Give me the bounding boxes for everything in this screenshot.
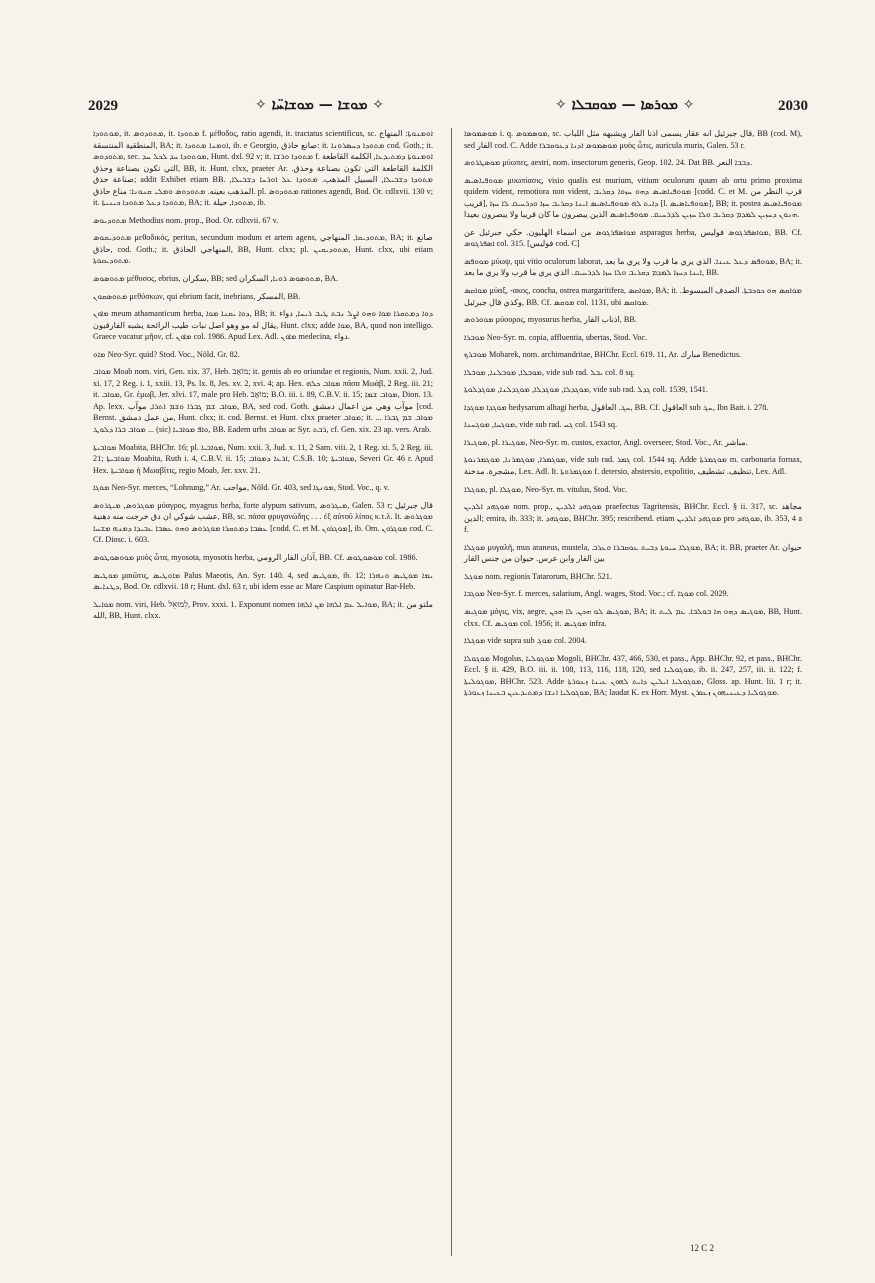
entry-text: ܡܘܓܝܣ μόγις, vix, aegre, ܡܘܓܝܣ ܠܘ ܗܟܢ. ܠܐ ܗܟܢ, BA; it. ܡܘܓܝܣ ܕܗܘ ܗܐ ܒܘܠܒܐ. ܥܡ ܠܝܬ, BB, Hunt. clxx. Cf. ܡܘܓܝܣ col. 1956; it. ܡܘܓܝܣ infra. [464,606,803,628]
entry-text: ܡܘܒܪܟ Mobarek, nom. archimandritae, BHChr. Eccl. 619. 11, Ar. مبارك Benedictus. [464,350,742,360]
column-divider [451,128,452,1256]
entry-text: ܡܘܣܛܪܘܣ μύωπες, aestri, nom. insectorum generis, Geop. 102. 24. Dat BB. ܕܒܒܐ النعر. [464,158,753,168]
entry-text: ܡܬܘܕܝܩܘܣ μεθοδικός, peritus, secundum modum et artem agens, ܡܬܘܕܝܩܐ, المنهاجي, BA; it. صانع حاذق, cod. Goth.; it. المنهاجي الحاذق, BB, Hunt. clxx; pl. ܡܬܘܕܝܩܝܢ, Hunt. clxx, ubi etiam ܡܬܘܕܝܩܘܬܐ. [93,233,434,266]
entry-text: ܡܘܓܝܪܐ, pl. ܡܘܓܝܪܐ, Neo-Syr. m. custos, exactor, Angl. overseer, Stod. Voc., Ar. مباشر. [464,437,748,447]
dictionary-entry [464,384,802,396]
entry-text: ܡܐܘ Neo-Syr. quid? Stod. Voc., Nöld. Gr. 82. [93,349,240,359]
dictionary-entry [93,599,433,622]
dictionary-entry [464,588,802,600]
entry-text: ܡܘܒܪܐ Neo-Syr. m. copia, affluentia, ubertas, Stod. Voc. [464,332,648,342]
right-page-number: 2030 [778,98,808,114]
entry-text: ܡܘܓܕܐ ܡܘܓܕܐ hedysarum alhagi herba, ܚܓ. العاقول, BB. Cf. العاقول sub ܚܓ, Ibn Bait. i. 278. [464,402,769,412]
entry-text: ܡܘܘܣܘܛܘܣ μυὸς ὦτα, myosota, myosotis herba, آذان الفار الرومي, BB. Cf. ܡܘܣܘܛܘܣ col. 1986. [93,552,418,562]
dictionary-entry [93,232,433,267]
entry-text: ܡܘܓܪܘܣ, ܡܝܓܪܘܣ μύαγρος, myagrus herba, forte alypum sativum, ܡܝܓܪܘܣ, Galen. 53 r; قال جبرئيل عشب شوكي ان دق خرجت منه دهنية, BB, sc. πάσα φρυγανώδης . . . ἐξ αὐτοῦ λίπος κ.τ.λ. It. ܡܘܓܪܘܣ ܥܣܒܐ ܕܡܬܩܪܐ ܡܘܓܪܘܣ ܘܗܘ ܥܣܒܐ ܥܒܝܕܐ ܕܡܢܗ ܡܫܚܐ [codd. C. et M. ܡܘܓܪܘܢ], ib. Om. ܡܘܓܪܘܢ cod. C. Cf. Diosc. i. 603. [93,500,433,545]
dictionary-entry [464,157,802,169]
dictionary-entry [464,542,802,565]
entry-text: ܡܘܒܠܐ, ܡܘܒܠܢܐ, ܡܘܒܠܐ, vide sub rad. ܝܒܠ col. 8 sq. [464,367,635,377]
entry-text: ܡܘܓܒܐ Neo-Syr. f. merces, salarium, Angl. wages, Stod. Voc.; cf. ܡܘܓܐ col. 2029. [464,589,729,599]
entry-text: ܡܘܓܗܕ ܐܠܕܝܢ nom. prop., ܡܘܓܗܕ ܐܠܕܝܢ praefectus Tagritensis, BHChr. Eccl. § ii. 317, sc. مجاهد الدين; emira, ib. 333; it. ܡܘܓܗܕ, BHChr. 395; rescribend. etiam ܡܘܓܗܕ ܐܠܕܝܢ pro ܡܘܓܗܕ, ib. 353, 4 a f. [464,502,803,535]
left-page-number: 2029 [88,98,118,114]
entry-text: ܡܘܐܒ Moab nom. viri, Gen. xix. 37, Heb. מוֹאָב; it. gentis ab eo oriundae et regionis, Num. xxii. 2, Jud. xi. 17, 2 Reg. i. 1, xxiii. 13, Ps. lx. 8, Jes. xv. 2, xvi. 4; ap. Hex. ܡܘܐܒ ܟܠܗ πᾶσα Μωάβ, 2 Reg. iii. 21; it. ܡܘܐܒ, Gr. ἐμωβ, Jer. xlvi. 17, male pro Heb. מוֹאָב; B.O. iii. i. 89, C.B.V. ii. 15; ܡܘܐܒ ܫܡܐ, Dion. 13. Ap. lexx. ܡܘܐܒ ܫܡ ܓܒܪܐ ܘܫܡ ܐܬܪܐ, موآب, BA, sed cod. Goth. موآب وهي من اعمال دمشق [cod. Bernst. من عمل دمشق, Hunt. clxx; it. cod. Bernst. et Hunt. clxx praeter ܡܘܐܒ; it. ܡܘܐܒ ܫܡ ܓܒܪܐ ... ܡܘܐܒ ܒܪܐ ܕܠܘܛ ... (sic) ܘܐܦ ܡܘܐܒܝܐ, BB. Eadem urbs ܡܘܐܒ ac Syr. ܪܒܬ, cf. Gen. xix. 23 ap. vers. Arab. [93,367,433,435]
entry-text: ܡܘܓܠܐ, pl. ܡܘܓܠܐ, Neo-Syr. m. vitulus, Stod. Voc. [464,484,628,494]
entry-text: ܡܘܓܘܠܐ Mogolus, ܡܘܓܘܠܝܐ Mogoli, BHChr. 437, 466, 530, et pass., App. BHChr. 92, et pass., BHChr. Eccl. § ii. 429, B.O. iii. ii. 108, 113, 116, 118, 120, sed ܡܘܓܘܠܝܐ, ib. ii. 247, 257, iii. ii. 122; f. ܡܘܓܘܠܝܬܐ, BHChr. 523. Adde ܡܘܓܘܠܝܐ ܐܝܠܝܢ ܕܐܝܬ ܠܗܘܢ ܥܝܢܐ ܙܥܘܪܬܐ, Gloss. ap. Hunt. lii. 1 r; it. ܡܘܓܘܠܝܐ ܐܢܫܐ ܕܡܬܝܕܥܝܢ ܒܥܝܢܐ ܙܥܘܪܬܐ, BA; laudat K. ex Horr. Myst. ܡܘܓܘܠܝܐ ܕܥܝܢܝܗܘܢ ܙܥܘܪܢ. [464,653,802,698]
dictionary-entry [464,402,802,414]
dictionary-entry [464,285,802,308]
dictionary-entry [464,367,802,379]
dictionary-entry [464,454,802,477]
dictionary-entry [464,484,802,496]
dictionary-entry [93,349,433,361]
entry-text: ܡܬܘܣܘܣ μέθυσος, ebrius, سكران, BB; sed ܡܬܘܣܘܣ ܪܘܝܐ, السكران, BA. [93,274,339,284]
page-header [0,0,875,124]
entry-text: ܡܘܣܡܘܣܐ i. q. ܡܘܣܡܘܣ, sc. قال جبرئيل انه عقار يسمى اذنا الفار ويشبهه مثل اللباب, BB (cod. M), sed الفار cod. C. Adde ܡܘܣܡܘܣ ܐܕܢܐ ܕܥܘܩܒܪܐ μυὸς ὦτις, auricula muris, Galen. 53 r. [464,129,802,150]
dictionary-entry [464,349,802,361]
entry-text: ܡܐܘܢ meum athamanticum herba, ܕܘܐ ܝܩܢܐ ܡܘܐ, BB; it. ܕܘܐ ܕܡܬܩܪܐ ܡܘܐ ܘܗܘ ܐܨܠ ܢܒܬ ܛܝܒ ܪܝܚܐ, دواء يقال له مو وهو اصل نبات طيب الرائحة يشبه الفارقيون, Hunt. clxx; adde ܡܘܐ, BA, quod non intelligo. Graece vocatur μῆον, cf. ܡܐܘܢ col. 1986. Apud Lex. Adl. ܡܐܘܢ medecina, دواء. [93,309,434,342]
dictionary-entry [93,291,433,303]
dictionary-entry [464,653,802,699]
dictionary-entry [93,215,433,227]
dictionary-entry [464,571,802,583]
entry-text: ܡܘܐܣܦܪܓܘܣ من اسماء الهليون. حكي جبرئيل عن asparagus herba, ܡܘܐܣܦܪܓܘܣ فوليس, BB. Cf. ܐܣܦܪܓܘܣ col. 315. [فوليس cod. C] [464,227,802,249]
dictionary-entry [464,128,802,151]
entry-text: ܡܘܓܚܐ, ܡܘܓܚܢܐ, vide sub rad. ܓܚ col. 1543 sq. [464,420,618,430]
left-column [93,128,433,628]
dictionary-entry [464,437,802,449]
right-column [464,128,802,705]
dictionary-entry [464,332,802,344]
dictionary-entry [93,570,433,593]
dictionary-entry [93,552,433,564]
dictionary-entry [464,314,802,326]
signature-mark: 12 C 2 [690,1243,715,1253]
dictionary-entry [93,442,433,477]
entry-text: ܡܘܘܪܘܣ μύουρος, myosurus herba, اذناب الفار, BB. [464,315,637,325]
entry-text: ܡܘܛܝܣ μαιῶτις, ܡܐܘܛܝܣ Palus Maeotis, An. Syr. 140. 4, sed ܡܘܛܝܣ, ib. 12; ܝܡܐ ܡܘܛܝܣ ܘܢܗܪܐ ܕܛܢܐܝܣ, Bod. Or. cdlxvii. 18 r; Hunt. dxl. 63 r, ubi idem esse ac Mare Caspium opinatur Bar-Heb. [93,570,433,592]
dictionary-entry [464,256,802,279]
left-running-title: ✧ ܡܘܫܐ — ܡܘܫܐܚ̈ܐ ✧ [255,97,385,113]
dictionary-entry [464,175,802,221]
entry-text: ܡܘܓܕܠܐ, ܡܘܓܕܠܐ, ܡܘܓܕܠܢܐ, ܡܘܓܕܠܘܬܐ, vide sub rad. ܓܕܠ coll. 1539, 1541. [464,385,708,395]
dictionary-entry [464,419,802,431]
dictionary-entry [464,635,802,647]
dictionary-entry [93,128,433,209]
dictionary-entry [93,273,433,285]
entry-text: ܡܘܘܦܣ μύωψ, qui vitio oculorum laborat, ܡܘܘܦܣ ܕܥܠ ܥܝܢܐ. الذي يري ما قرب ولا يري ما بعد, BA; it. ܐܝܢܐ ܕܚܙܐ ܠܡܕܡ ܕܩܪܝܒ ܘܠܐ ܚܙܐ ܠܕܪܚܝܩ. الذي يري ما قرب ولا يري ما بعد, BB. [464,256,802,278]
dictionary-entry [93,500,433,546]
dictionary-entry [93,482,433,494]
dictionary-entry [93,366,433,435]
right-running-title: ✧ ܡܘܪܣܐ — ܡܘܩܒܠܐ ✧ [555,97,695,113]
entry-text: ܡܘܘܦܝܐܣܝܣ μυωπίασις, visio qualis est murium, vitium oculorum quum ab ortu primo proxima quidem vident, remotiora non vident, ܡܘܘܦܝܐܣܝܣ ܕܗܘ ܚܙܘܐ ܕܩܪܝܒ [codd. C. et M. قرب النظر من قريب], ܕܐܝܬ ܠܗ ܡܘܘܦܝܐܣܝܣ ܐܝܢܐ ܕܩܪܝܒ ܚܙܐ ܘܕܪܚܝܩ ܠܐ ܚܙܐ [l. ܡܘܘܦܝܐܣܝܣ], BB; it. postea ܡܘܘܦܝܐܣܝܣ ܗܢܘܢ ܕܚܙܝܢ ܠܡܕܡ ܕܩܪܝܒ ܘܠܐ ܚܙܝܢ ܠܕܪܚܝܩ. ܡܘܘܦܝܐܣܝܣ الذين يبصرون ما كان قريبا ولا يبصرون بعيدا. [464,175,803,220]
dictionary-entry [464,501,802,536]
entry-text: ܡܬܘܣܩܘܢ μεθύσκων, qui ebrium facit, inebrians, المسكر, BB. [93,291,301,301]
dictionary-entry [464,606,802,629]
entry-text: ܡܘܓܡܪܐ, ܡܘܓܡܪܢܐ, ܡܘܓܡܪܢܘܬܐ, vide sub rad. ܓܡܪ col. 1544 sq. Adde ܡܘܓܡܪܬܐ m. carbonaria fornax, مشجرة. مدخنة, Lex. Adl. It. ܡܘܓܡܪܘܬܐ f. detersio, abstersio, expolitio, تنظيف. تشطيف, Lex. Adl. [464,455,802,477]
entry-text: ܡܘܬܘܕܐ, it. ܡܬܘܕܘܣ, it. ܡܬܘܕܐ f. μέθοδος, ratio agendi, it. tractatus scientificus, sc. ܐܘܡܢܘܬܐ: المنهاج المنطقية المنتسقة, BA; it. ܐܘܡܢܐ ܡܬܘܕܐ, ib. e Georgio, صانع حاذق: it. ܡܬܘܕܐ ܕܚܣܪܘܢܐ cod. Goth.; it. ܡܬܘܕܘܣ, sec. ܡܘܬܘܕܐ ܚܕ ܠܟܠ ܚܕ, Hunt. dxl. 92 v; it. ܡܬܘܕܐ ܘܪܫܐ f. ܐܘܡܢܘܬܐ ܕܡܬܝܕܥܐ, الكلمة القاطعة التي تكون بصناعة وحذق, BB, it. Hunt. clxx, praeter Ar. الكلمة القاطعة التي تكون بصناعة وحذق. صناعة حذق; addit Exhibet etiam BB. ܡܬܘܕܐ ܕܫܒܝܠܐ, السبيل المذهب. ܡܬܘܕܐ ܥܠ ܐܘܪܚܐ ܕܫܒܝܠܐ, المذهب بعينه. ܡܬܘܕܘܣ ܘܡܠܝ ܩܢܘܢܐ: مناع حاذق. pl. ܡܬܘܕܘܣ rationes agendi, Bod. Or. cdlxvii. 130 v; it. ܡܬܘܕܐ ܕܥܠ ܡܬܘܕܐ ܟܝܢܝܬܐ, BA; it. ܡܬܘܕܐ, حيلة, ib. [93,129,434,208]
entry-text: ܡܘܐܒܝܬܐ Moabita, BHChr. 16; pl. ܡܘܐܒܝܐ, Num. xxii. 3, Jud. x. 11, 2 Sam. viii. 2, 1 Reg. xi. 5, 2 Reg. iii. 21; ܡܘܐܒܝܬܐ Moabita, Ruth i. 4, C.B.V. ii. 15; ܐܪܥܐ ܕܡܘܐܒ, C.S.B. 10; ܡܘܐܒܝܬܐ, Severi Gr. 46 r. Apud Hex. ܡܘܐܒܝܬܐ ἡ Μωαβῖτις, regio Moab, Jer. xxv. 21. [93,442,433,475]
entry-text: ܡܘܓܠܐ μυγαλῆ, mus araneus, mustela, ܡܘܓܠܐ ܚܝܘܬܐ ܕܒܝܬ ܥܘܩܒܪܐ ܘܥܪܒ, BA; it. BB, praeter Ar. حيوان بين الفار وابن عرس. حيوان من جنس الفار [464,542,802,564]
entry-text: ܡܘܓܠ nom. regionis Tatarorum, BHChr. 521. [464,571,612,581]
dictionary-entry [464,227,802,250]
entry-text: ܡܘܓܠܐ vide supra sub ܡܘܓ col. 2004. [464,636,587,646]
entry-text: ܡܘܓܐ Neo-Syr. merces, “Lohnung,” Ar. مواجب, Nöld. Gr. 403, sed ܡܘܢܓܐ, Stod. Voc., q. v. [93,483,390,493]
entry-text: ܡܘܐܝܠ nom. viri, Heb. לְמוּאֵל, Prov. xxxi. 1. Exponunt nomen ܡܘܐܝܠ ܥܡ ܐܠܗܐ ܡܢ ܐܠܗܐ, BA; it. ملتو من الله, BB, Hunt. clxx. [93,599,433,621]
dictionary-entry [93,308,433,343]
entry-text: ܡܬܘܕܝܘܣ Methodius nom. prop., Bod. Or. cdlxvii. 67 v. [93,215,279,225]
entry-text: ܡܘܐܩܣ μύαξ, -ακος, concha, ostrea margaritifera, ܡܘܐܩܣ, BA; it. ܡܘܐܩܣ ܗܘ ܟܘܟܒܬܐ. الصدف المبسوط. وكذي قال جبرئيل, BB. Cf. ܡܘܩܣ col. 1131, ubi ܡܘܐܩܣ. [464,286,802,307]
